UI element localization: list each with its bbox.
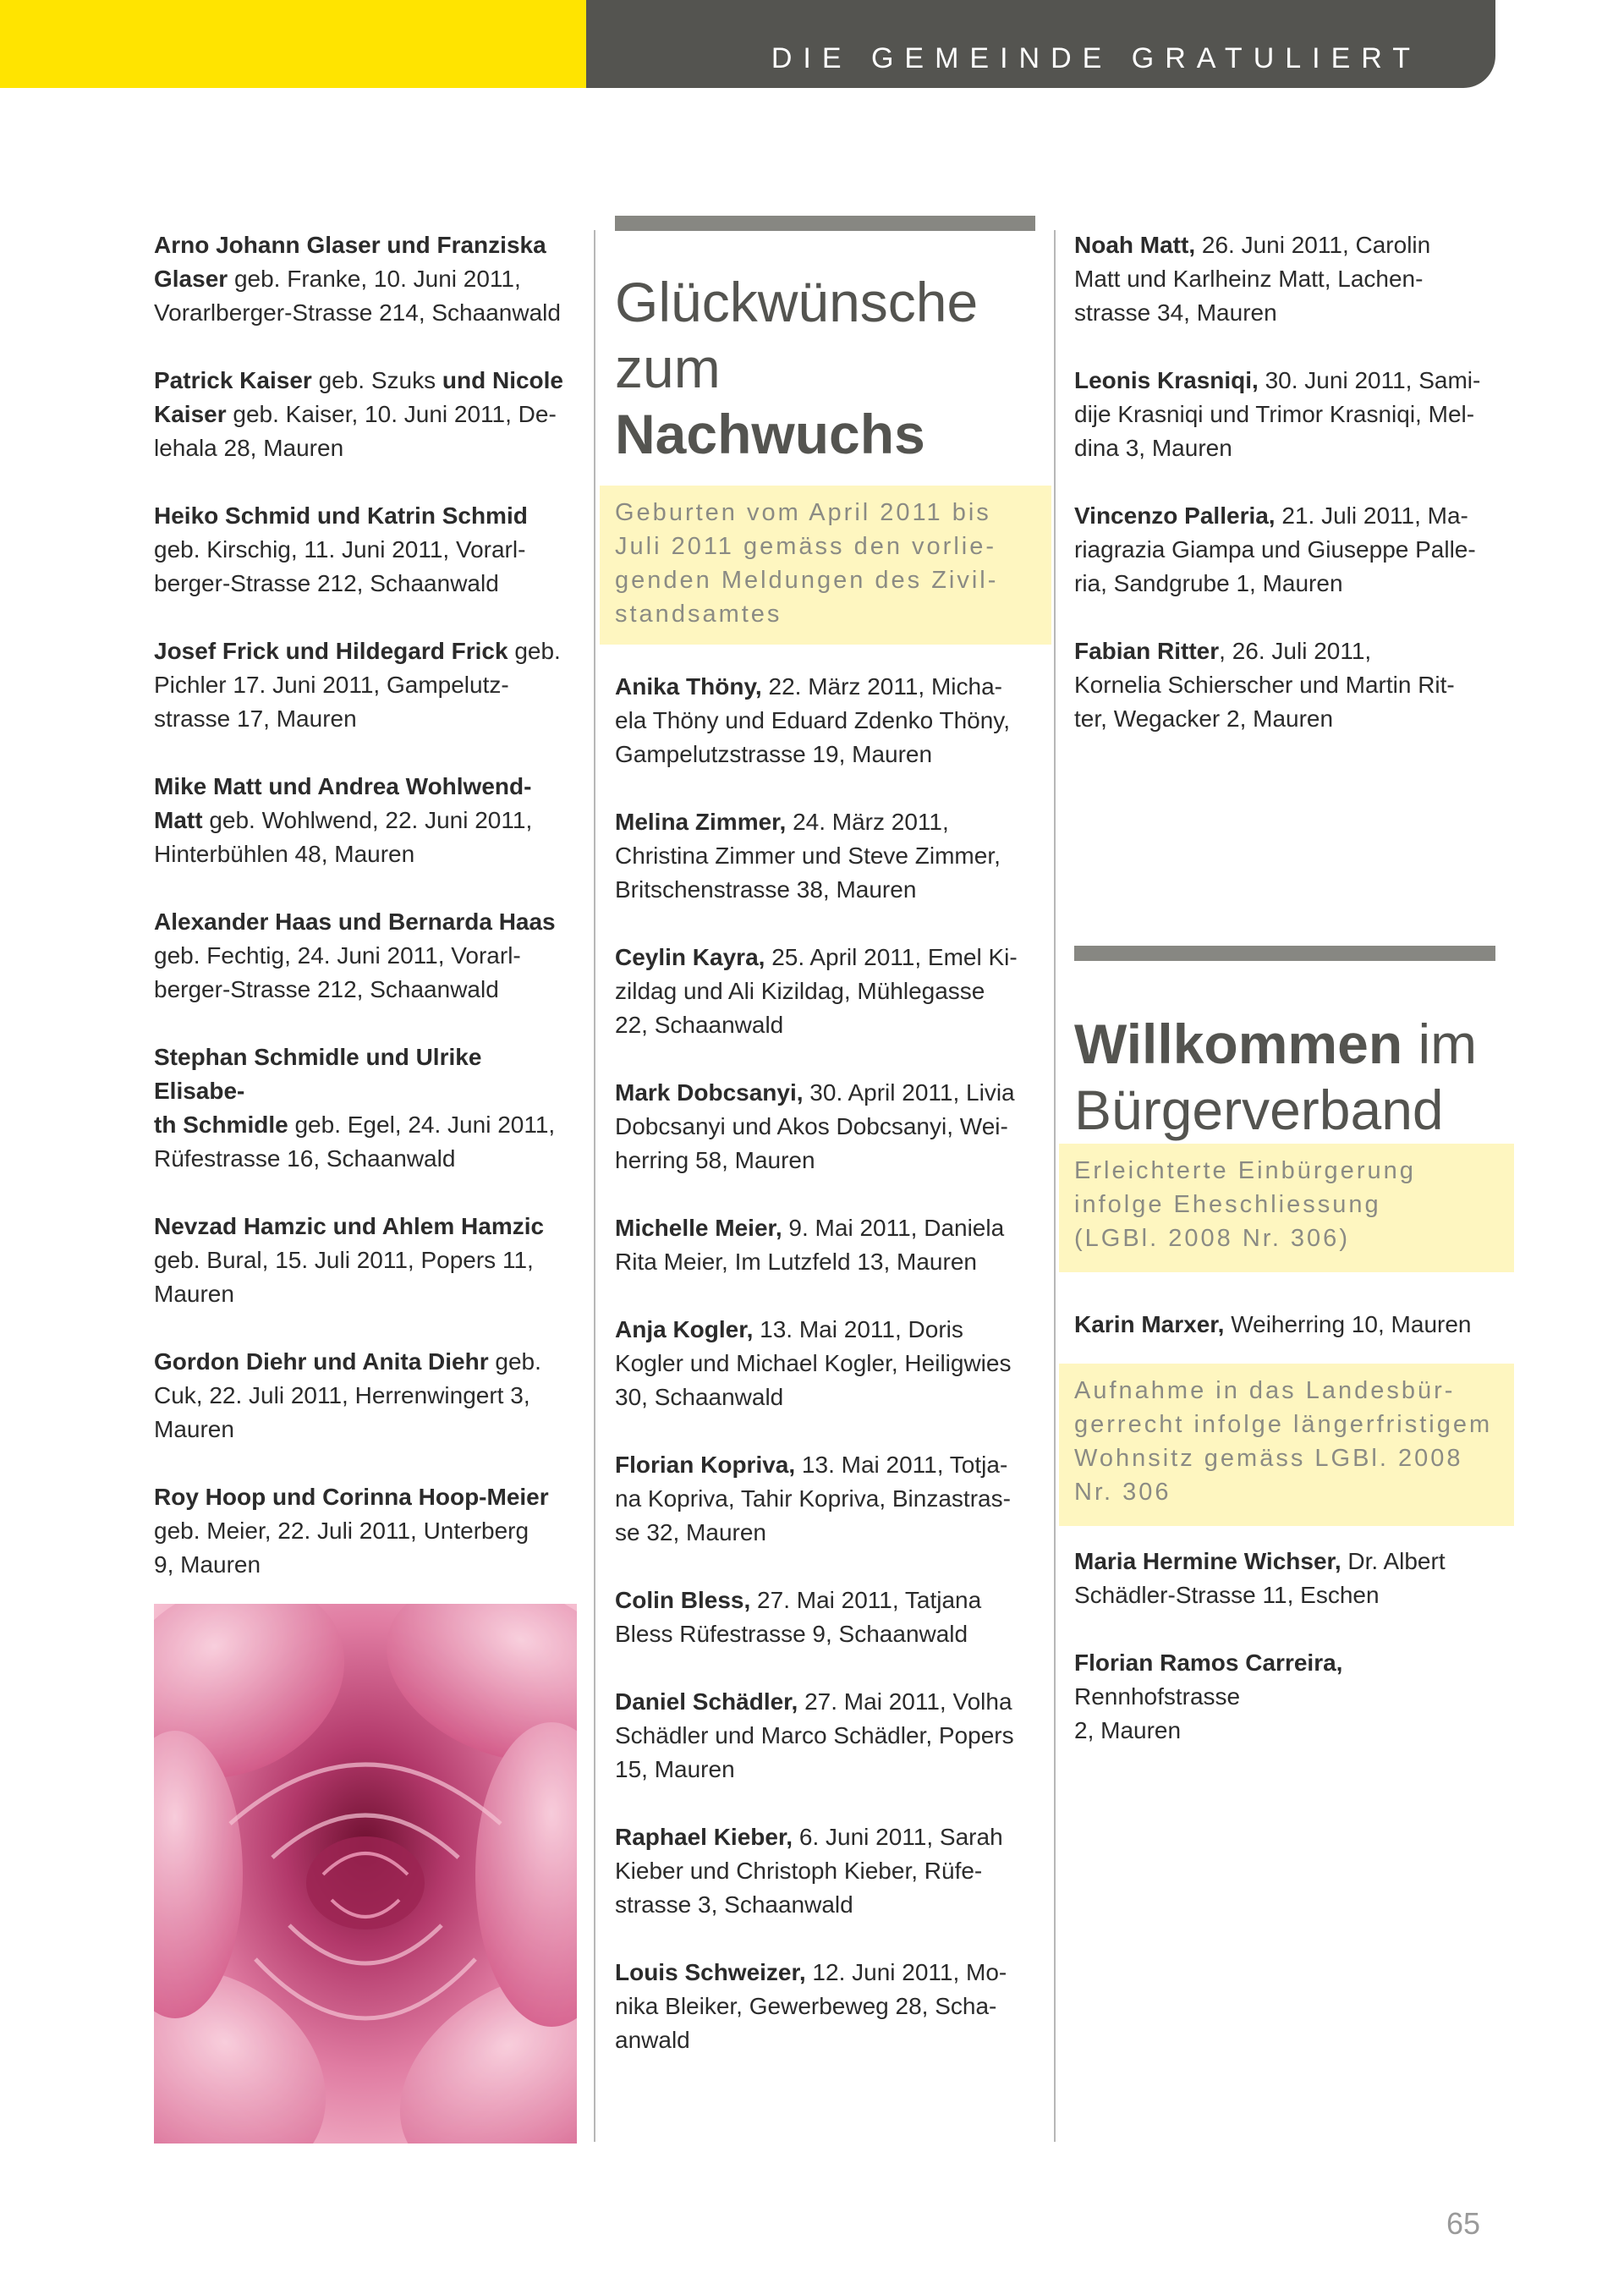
birth-entry: Colin Bless, 27. Mai 2011, Tatjana Bless Rüfestrasse 9, Schaanwald [615, 1587, 982, 1647]
column-births [615, 670, 1038, 2091]
wedding-entry: Patrick Kaiser geb. Szuks und Nicole Kaiser geb. Kaiser, 10. Juni 2011, De- lehala 28, Mauren [154, 367, 564, 461]
nachwuchs-subtitle: Geburten vom April 2011 bis Juli 2011 gemäss den vorlie- genden Meldungen des Zivil- standsamtes [600, 486, 1051, 645]
birth-entry: Melina Zimmer, 24. März 2011, Christina Zimmer und Steve Zimmer, Britschenstrasse 38, Mauren [615, 809, 1001, 903]
wedding-entry: Stephan Schmidle und Ulrike Elisabe- th Schmidle geb. Egel, 24. Juni 2011, Rüfestrasse 16, Schaanwald [154, 1044, 556, 1172]
wedding-entry: Mike Matt und Andrea Wohlwend- Matt geb. Wohlwend, 22. Juni 2011, Hinterbühlen 48, Mauren [154, 773, 533, 867]
birth-entry: Raphael Kieber, 6. Juni 2011, Sarah Kieber und Christoph Kieber, Rüfe- strasse 3, Schaanwald [615, 1824, 1003, 1918]
wedding-entry: Josef Frick und Hildegard Frick geb. Pichler 17. Juni 2011, Gampelutz- strasse 17, Mauren [154, 638, 561, 732]
column-weddings [154, 228, 577, 1616]
wedding-entry: Heiko Schmid und Katrin Schmid geb. Kirschig, 11. Juni 2011, Vorarl- berger-Strasse 212, Schaanwald [154, 502, 528, 596]
birth-entry: Louis Schweizer, 12. Juni 2011, Mo- nika Bleiker, Gewerbeweg 28, Scha- anwald [615, 1959, 1007, 2053]
citizen-entry: Florian Ramos Carreira, Rennhofstrasse 2, Mauren [1074, 1649, 1343, 1743]
section-rule [1074, 946, 1495, 961]
section-rule [615, 216, 1035, 231]
wedding-entry: Nevzad Hamzic und Ahlem Hamzic geb. Bural, 15. Juli 2011, Popers 11, Mauren [154, 1213, 545, 1307]
birth-entry: Florian Kopriva, 13. Mai 2011, Totja- na Kopriva, Tahir Kopriva, Binzastras- se 32, Mauren [615, 1452, 1011, 1545]
birth-entry: Mark Dobcsanyi, 30. April 2011, Livia Dobcsanyi und Akos Dobcsanyi, Wei- herring 58, Mauren [615, 1079, 1015, 1173]
column-divider [594, 230, 595, 2142]
wedding-entry: Alexander Haas und Bernarda Haas geb. Fechtig, 24. Juni 2011, Vorarl- berger-Strasse 212, Schaanwald [154, 908, 556, 1002]
birth-entry: Fabian Ritter, 26. Juli 2011, Kornelia Schierscher und Martin Rit- ter, Wegacker 2, Mauren [1074, 638, 1455, 732]
birth-entry: Vincenzo Palleria, 21. Juli 2011, Ma- riagrazia Giampa und Giuseppe Palle- ria, Sandgrube 1, Mauren [1074, 502, 1476, 596]
column-divider [1054, 230, 1056, 2142]
nachwuchs-heading: Glückwünsche zum Nachwuchs [615, 271, 979, 465]
birth-entry: Leonis Krasniqi, 30. Juni 2011, Sami- dije Krasniqi und Trimor Krasniqi, Mel- dina 3, Mauren [1074, 367, 1481, 461]
citizen-entry: Karin Marxer, Weiherring 10, Mauren [1074, 1311, 1472, 1337]
birth-entry: Daniel Schädler, 27. Mai 2011, Volha Schädler und Marco Schädler, Popers 15, Mauren [615, 1688, 1014, 1782]
birth-entry: Anja Kogler, 13. Mai 2011, Doris Kogler und Michael Kogler, Heiligwies 30, Schaanwald [615, 1316, 1012, 1410]
birth-entry: Michelle Meier, 9. Mai 2011, Daniela Rita Meier, Im Lutzfeld 13, Mauren [615, 1215, 1005, 1275]
header-bar [586, 0, 1495, 88]
birth-entry: Noah Matt, 26. Juni 2011, Carolin Matt und Karlheinz Matt, Lachen- strasse 34, Mauren [1074, 232, 1431, 326]
birth-entry: Anika Thöny, 22. März 2011, Micha- ela Thöny und Eduard Zdenko Thöny, Gampelutzstrasse 19, Mauren [615, 673, 1010, 767]
naturalization-residence-subtitle: Aufnahme in das Landesbür- gerrecht infolge längerfristigem Wohnsitz gemäss LGBl. 2008 Nr. 306 [1059, 1364, 1514, 1526]
wedding-entry: Arno Johann Glaser und Franziska Glaser geb. Franke, 10. Juni 2011, Vorarlberger-Strasse 214, Schaanwald [154, 232, 561, 326]
naturalization-marriage-subtitle: Erleichterte Einbürgerung infolge Eheschliessung (LGBl. 2008 Nr. 306) [1059, 1144, 1514, 1272]
rose-photo [154, 1604, 577, 2144]
buergerverband-heading: Willkommen im Bürgerverband [1074, 1013, 1478, 1141]
birth-entry: Ceylin Kayra, 25. April 2011, Emel Ki- zildag und Ali Kizildag, Mühlegasse 22, Schaanwald [615, 944, 1018, 1038]
page-number: 65 [1446, 2206, 1481, 2241]
yellow-accent-bar [0, 0, 586, 88]
wedding-entry: Roy Hoop und Corinna Hoop-Meier geb. Meier, 22. Juli 2011, Unterberg 9, Mauren [154, 1484, 549, 1578]
residence-naturalization-entries [1074, 1545, 1497, 1781]
wedding-entry: Gordon Diehr und Anita Diehr geb. Cuk, 22. Juli 2011, Herrenwingert 3, Mauren [154, 1348, 541, 1442]
header-title: DIE GEMEINDE GRATULIERT [771, 42, 1421, 74]
column-births-continued [1074, 228, 1497, 770]
citizen-entry: Maria Hermine Wichser, Dr. Albert Schädler-Strasse 11, Eschen [1074, 1548, 1446, 1608]
